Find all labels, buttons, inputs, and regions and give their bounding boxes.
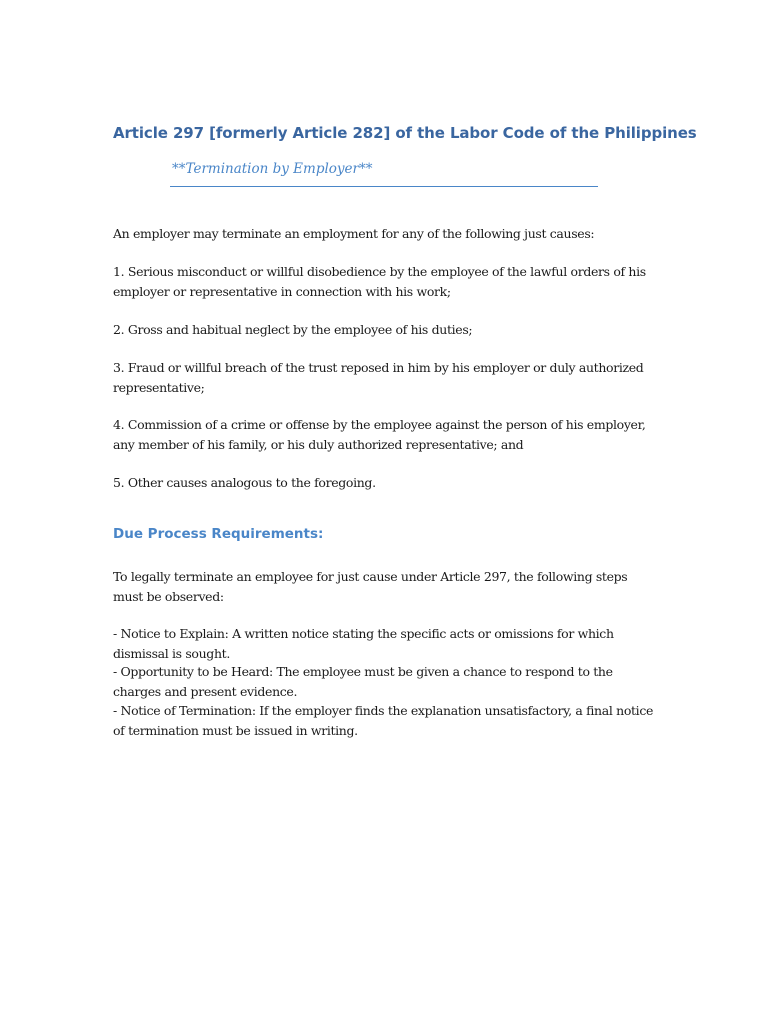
document-title: Article 297 [formerly Article 282] of the Labor Code of the Philippines — [113, 124, 697, 142]
cause-item-2: 2. Gross and habitual neglect by the employee of his duties; — [113, 322, 473, 337]
document-subtitle: **Termination by Employer** — [172, 161, 373, 177]
due-process-step-1: - Notice to Explain: A written notice stating the specific acts or omissions for which dismissal is sought. — [113, 626, 614, 661]
due-process-heading: Due Process Requirements: — [113, 526, 324, 542]
cause-item-3: 3. Fraud or willful breach of the trust reposed in him by his employer or duly authorized representative; — [113, 360, 644, 395]
cause-item-5: 5. Other causes analogous to the foregoing. — [113, 475, 376, 490]
due-process-intro: To legally terminate an employee for just cause under Article 297, the following steps must be observed: — [113, 569, 628, 604]
subtitle-underline — [170, 186, 598, 187]
cause-item-4: 4. Commission of a crime or offense by the employee against the person of his employer, any member of his family, or his duly authorized representative; and — [113, 417, 646, 452]
due-process-step-2: - Opportunity to be Heard: The employee must be given a chance to respond to the charges and present evidence. — [113, 664, 613, 699]
cause-item-1: 1. Serious misconduct or willful disobedience by the employee of the lawful orders of his employer or representative in connection with his work; — [113, 264, 646, 299]
intro-paragraph: An employer may terminate an employment for any of the following just causes: — [113, 226, 595, 241]
due-process-step-3: - Notice of Termination: If the employer finds the explanation unsatisfactory, a final notice of termination must be issued in writing. — [113, 703, 654, 738]
